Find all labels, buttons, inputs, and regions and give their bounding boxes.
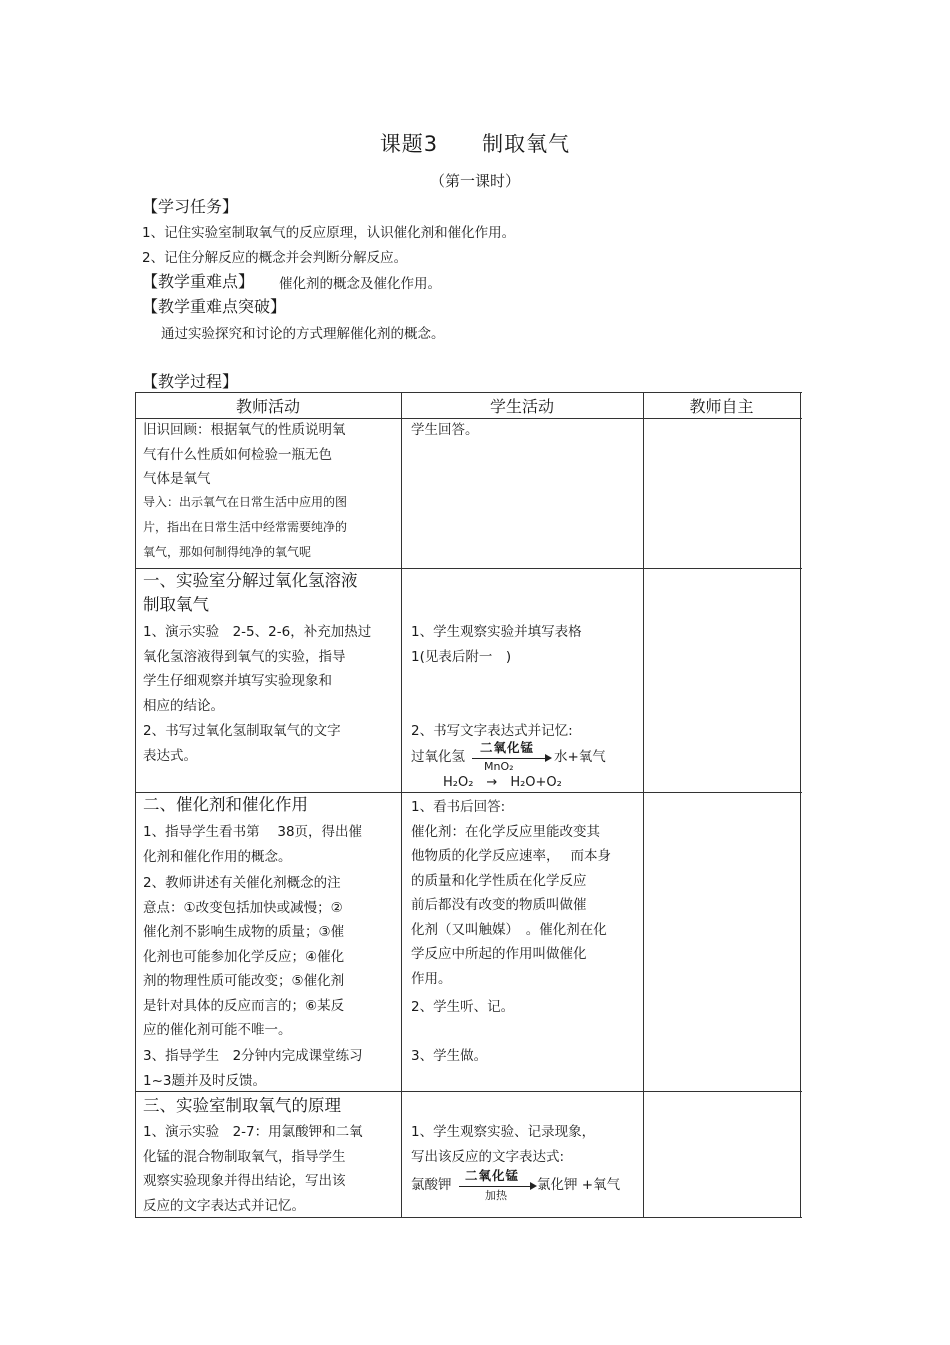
task-item-2: 2、记住分解反应的概念并会判断分解反应。	[142, 250, 408, 266]
row3-student-b: 2、学生听、记。	[411, 999, 515, 1015]
task-item-1: 1、记住实验室制取氧气的反应原理，认识催化剂和催化作用。	[142, 225, 516, 241]
header-teacher-own: 教师自主	[689, 397, 754, 416]
page-subtitle: （第一课时）	[429, 172, 520, 190]
row4-heading: 三、实验室制取氧气的原理	[143, 1096, 341, 1115]
eq1-catalyst: 二氧化锰	[480, 740, 535, 755]
row2-student-a: 1、学生观察实验并填写表格 1(见表后附一 )	[411, 624, 582, 665]
eq1-catalyst-formula: MnO₂	[484, 760, 514, 773]
key-points-text: 催化剂的概念及催化作用。	[279, 276, 441, 292]
row2-teacher-a: 1、演示实验 2-5、2-6，补充加热过 氧化氢溶液得到氧气的实验，指导 学生仔细观察并填写实验现象和 相应的结论。	[143, 624, 372, 714]
process-heading: 【教学过程】	[142, 372, 239, 391]
eq2-formula: H₂O₂ → H₂O+O₂	[443, 775, 562, 790]
teaching-process-table	[135, 392, 802, 1218]
eq3-arrow	[459, 1166, 539, 1200]
task-heading: 【学习任务】	[142, 197, 239, 216]
row1-student: 学生回答。	[411, 422, 479, 438]
row3-teacher-c: 3、指导学生 2分钟内完成课堂练习 1~3题并及时反馈。	[143, 1048, 363, 1089]
row3-heading: 二、催化剂和催化作用	[143, 795, 308, 814]
eq1-products: 水+氧气	[554, 749, 606, 765]
page-title: 课题3 制取氧气	[379, 132, 571, 156]
row1-teacher-review: 旧识回顾：根据氧气的性质说明氧 气有什么性质如何检验一瓶无色 气体是氧气	[143, 422, 346, 487]
breakthrough-text: 通过实验探究和讨论的方式理解催化剂的概念。	[161, 326, 445, 342]
key-points-heading: 【教学重难点】	[142, 272, 255, 291]
row1-teacher-intro: 导入：出示氧气在日常生活中应用的图 片，指出在日常生活中经常需要纯净的 氧气，那如何制得纯净的氧气呢	[143, 495, 348, 559]
eq1-arrow	[472, 738, 554, 774]
row2-teacher-b: 2、书写过氧化氢制取氧气的文字 表达式。	[143, 723, 341, 764]
eq1-reactant: 过氧化氢	[411, 749, 465, 765]
row3-student-a: 1、看书后回答: 催化剂：在化学反应里能改变其 他物质的化学反应速率， 而本身 的质量和化学性质在化学反应 前后都没有改变的物质叫做催 化剂（又叫触媒） 。催化剂在化 学反应中所起的作用叫做催化 作用。	[411, 799, 612, 987]
row3-teacher-b: 2、教师讲述有关催化剂概念的注 意点：①改变包括加快或减慢；② 催化剂不影响生成物的质量；③催 化剂也可能参加化学反应；④催化 剂的物理性质可能改变；⑤催化剂 是针对具体的反应而言的；⑥某反 应的催化剂可能不唯一。	[143, 875, 345, 1038]
row2-heading: 一、实验室分解过氧化氢溶液 制取氧气	[143, 571, 358, 614]
breakthrough-heading: 【教学重难点突破】	[142, 297, 287, 316]
row4-student: 1、学生观察实验、记录现象， 写出该反应的文字表达式:	[411, 1124, 596, 1165]
eq3-reactant: 氯酸钾	[411, 1177, 452, 1193]
header-teacher: 教师活动	[235, 397, 300, 416]
row2-student-b: 2、书写文字表达式并记忆:	[411, 723, 573, 739]
header-student: 学生活动	[489, 397, 554, 416]
row3-teacher-a: 1、指导学生看书第 38页，得出催 化剂和催化作用的概念。	[143, 824, 363, 865]
eq3-catalyst: 二氧化锰	[465, 1168, 520, 1183]
eq3-condition: 加热	[485, 1189, 507, 1202]
row4-teacher: 1、演示实验 2-7：用氯酸钾和二氧 化锰的混合物制取氧气，指导学生 观察实验现象并得出结论，写出该 反应的文字表达式并记忆。	[143, 1124, 363, 1214]
row3-student-c: 3、学生做。	[411, 1048, 488, 1064]
eq3-products: 氯化钾 +氧气	[537, 1177, 621, 1193]
